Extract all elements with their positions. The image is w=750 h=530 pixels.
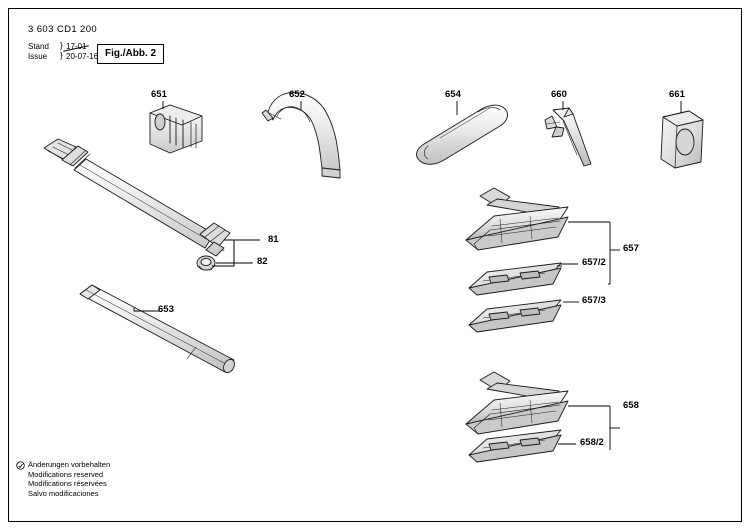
part-660-angled-tool: [545, 108, 591, 166]
stand-label: Stand: [28, 42, 49, 51]
callout-658: 658: [623, 400, 639, 411]
footer-line-en: Modifications reserved: [28, 469, 104, 479]
stand-date: 17-01: [66, 42, 87, 51]
issue-date: 20-07-16: [66, 52, 99, 61]
part-number: 3 603 CD1 200: [28, 24, 98, 35]
callout-661: 661: [669, 89, 685, 100]
part-81-suction-tube: [44, 139, 230, 256]
part-82-seal-ring: [197, 256, 215, 270]
issue-label: Issue: [28, 52, 48, 61]
part-658-floor-nozzle: [466, 372, 568, 434]
footer-line-es: Salvo modificaciones: [28, 488, 99, 498]
callout-651: 651: [151, 89, 167, 100]
footer-notes: [28, 460, 110, 498]
callout-652: 652: [289, 89, 305, 100]
part-651-adapter: [150, 105, 202, 153]
part-661-filter-pad: [661, 111, 703, 168]
callout-660: 660: [551, 89, 567, 100]
note-icon: [16, 461, 25, 470]
callout-657: 657: [623, 243, 639, 254]
part-654-crevice-nozzle: [417, 105, 508, 164]
part-657-2-insert: [469, 263, 561, 295]
part-657-floor-nozzle: [466, 188, 568, 250]
callout-657-2: 657/2: [582, 257, 606, 268]
part-653-extension-tube: [80, 285, 237, 375]
callout-657-3: 657/3: [582, 295, 606, 306]
callout-653: 653: [158, 304, 174, 315]
leader-lines: [134, 101, 681, 450]
callout-82: 82: [257, 256, 268, 267]
footer-line-fr: Modifications réservées: [28, 479, 107, 489]
callout-654: 654: [445, 89, 461, 100]
callout-658-2: 658/2: [580, 437, 604, 448]
footer-line-de: Änderungen vorbehalten: [28, 460, 111, 469]
part-657-3-insert: [469, 300, 561, 332]
figure-label: Fig./Abb. 2: [97, 44, 164, 64]
callout-81: 81: [268, 234, 279, 245]
leader-lines-2: [558, 264, 610, 450]
date-brace: } }: [60, 41, 63, 60]
part-658-2-insert: [469, 430, 561, 462]
